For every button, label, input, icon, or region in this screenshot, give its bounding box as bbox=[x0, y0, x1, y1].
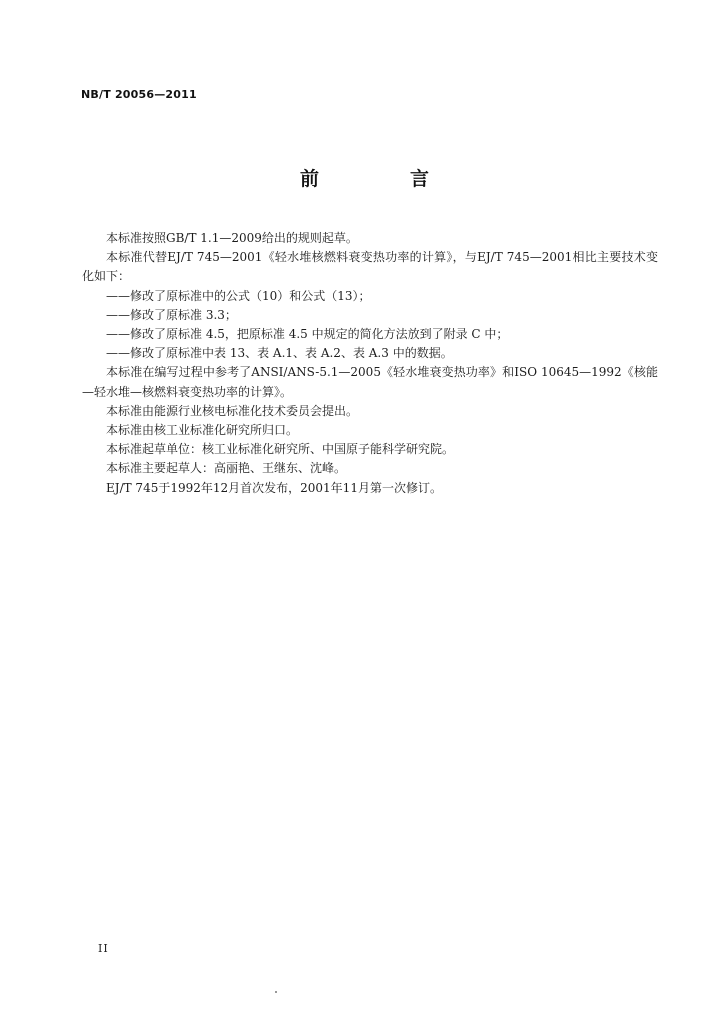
page-title: 前 言 bbox=[300, 168, 466, 190]
paragraph-history: EJ/T 745于1992年12月首次发布，2001年11月第一次修订。 bbox=[106, 480, 442, 495]
list-item: ——修改了原标准 3.3； bbox=[106, 307, 237, 322]
changes-list bbox=[82, 287, 658, 364]
paragraph-drafting-rules: 本标准按照GB/T 1.1—2009给出的规则起草。 bbox=[106, 231, 358, 245]
list-item: ——修改了原标准中表 13、表 A.1、表 A.2、表 A.3 中的数据。 bbox=[106, 346, 453, 361]
standard-code: NB/T 20056—2011 bbox=[81, 88, 197, 101]
paragraph-proposed-by: 本标准由能源行业核电标准化技术委员会提出。 bbox=[106, 403, 359, 418]
paragraph-centralized-by: 本标准由核工业标准化研究所归口。 bbox=[106, 423, 299, 438]
page-number: II bbox=[98, 942, 109, 955]
paragraph-drafters: 本标准主要起草人：高丽艳、王继东、沈峰。 bbox=[106, 461, 347, 476]
scan-speck bbox=[275, 991, 277, 993]
foreword-body bbox=[82, 229, 658, 498]
paragraph-references: 本标准在编写过程中参考了ANSI/ANS-5.1—2005《轻水堆衰变热功率》和ISO 10645—1992《核能—轻水堆—核燃料衰变热功率的计算》。 bbox=[82, 365, 658, 399]
list-item: ——修改了原标准 4.5，把原标准 4.5 中规定的简化方法放到了附录 C 中； bbox=[106, 327, 509, 342]
paragraph-replacement: 本标准代替EJ/T 745—2001《轻水堆核燃料衰变热功率的计算》，与EJ/T 745—2001相比主要技术变化如下： bbox=[82, 250, 658, 284]
paragraph-drafting-units: 本标准起草单位：核工业标准化研究所、中国原子能科学研究院。 bbox=[106, 442, 455, 457]
list-item: ——修改了原标准中的公式（10）和公式（13）； bbox=[106, 288, 371, 303]
